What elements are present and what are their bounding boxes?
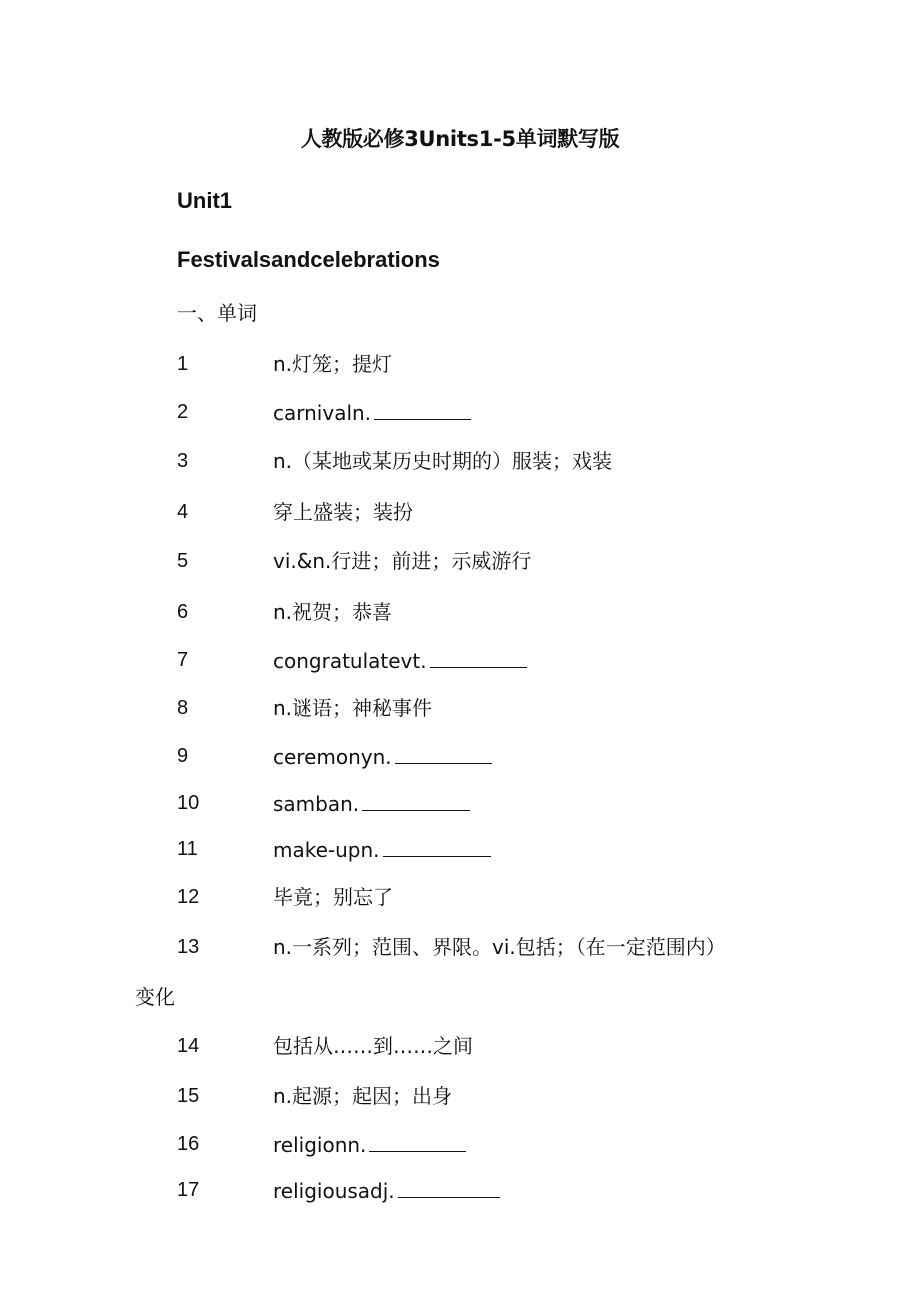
vocab-item-definition: make-upn.	[273, 838, 380, 862]
vocab-item-number: 6	[177, 601, 189, 623]
vocab-item-text	[273, 1175, 500, 1206]
vocab-item-definition: religionn.	[273, 1133, 367, 1157]
item-13-continuation: 变化	[135, 985, 175, 1009]
vocab-item	[0, 397, 920, 427]
vocab-item-definition: ceremonyn.	[273, 745, 392, 769]
vocab-item-number: 3	[177, 450, 189, 472]
vocab-item	[0, 882, 920, 912]
answer-blank-line	[369, 1129, 466, 1152]
vocab-item-definition: religiousadj.	[273, 1179, 395, 1203]
vocab-item	[0, 446, 920, 476]
document-title: 人教版必修3Units1-5单词默写版	[300, 127, 620, 151]
vocab-item-text	[273, 1081, 452, 1111]
vocab-item	[0, 349, 920, 379]
vocab-item	[0, 932, 920, 962]
section-heading: 一、单词	[177, 301, 257, 325]
vocab-item	[0, 788, 920, 818]
vocab-item-definition: 包括从……到……之间	[273, 1034, 473, 1058]
vocab-item-definition: n.谜语；神秘事件	[273, 696, 433, 720]
answer-blank-line	[398, 1175, 500, 1198]
vocab-item-number: 14	[177, 1035, 200, 1057]
vocab-item-text	[273, 497, 413, 527]
vocab-item-number: 1	[177, 353, 189, 375]
vocab-item-number: 10	[177, 792, 200, 814]
vocab-item-number: 5	[177, 550, 189, 572]
vocab-item-definition: 穿上盛装；装扮	[273, 500, 413, 524]
vocab-item-definition: n.（某地或某历史时期的）服装；戏装	[273, 449, 613, 473]
answer-blank-line	[362, 788, 470, 811]
vocab-item-definition: congratulatevt.	[273, 649, 427, 673]
vocab-item-definition: 毕竟；别忘了	[273, 885, 393, 909]
vocab-item	[0, 497, 920, 527]
vocab-item-text	[273, 446, 612, 476]
vocab-item-definition: n.祝贺；恭喜	[273, 600, 393, 624]
vocab-item-number: 12	[177, 886, 200, 908]
vocab-item-text	[273, 693, 432, 723]
vocab-item	[0, 741, 920, 771]
vocab-item-number: 8	[177, 697, 189, 719]
vocab-item	[0, 693, 920, 723]
vocab-item-definition: carnivaln.	[273, 401, 372, 425]
vocab-item-text	[273, 882, 393, 912]
vocab-item	[0, 834, 920, 864]
vocab-item	[0, 1081, 920, 1111]
vocab-item	[0, 1175, 920, 1205]
vocab-item-definition: samban.	[273, 792, 360, 816]
vocab-item-text	[273, 597, 392, 627]
vocab-item	[0, 645, 920, 675]
vocab-item-number: 2	[177, 401, 189, 423]
answer-blank-line	[374, 397, 471, 420]
vocab-item-definition: n.一系列；范围、界限。vi.包括；（在一定范围内）	[273, 935, 726, 959]
vocab-item-text	[273, 546, 531, 576]
unit-title: Festivalsandcelebrations	[177, 247, 440, 272]
vocab-item-text	[273, 1129, 466, 1160]
vocab-item	[0, 1031, 920, 1061]
answer-blank-line	[383, 834, 491, 857]
vocab-item-definition: n.灯笼；提灯	[273, 352, 393, 376]
vocab-item-text	[273, 1031, 473, 1061]
vocab-item-number: 11	[177, 838, 198, 860]
vocab-item-text	[273, 645, 527, 676]
vocab-item-text	[273, 788, 470, 819]
vocab-item	[0, 1129, 920, 1159]
vocab-item-text	[273, 349, 392, 379]
vocab-item-text	[273, 397, 471, 428]
vocab-item-number: 9	[177, 745, 189, 767]
vocab-item-number: 16	[177, 1133, 200, 1155]
vocab-item-number: 13	[177, 936, 200, 958]
vocab-item-definition: vi.&n.行进；前进；示威游行	[273, 549, 532, 573]
vocab-item-text	[273, 834, 491, 865]
vocab-item-text	[273, 741, 492, 772]
vocab-item-number: 17	[177, 1179, 200, 1201]
answer-blank-line	[395, 741, 492, 764]
vocab-item	[0, 546, 920, 576]
vocab-item-number: 15	[177, 1085, 200, 1107]
vocab-item-number: 7	[177, 649, 189, 671]
vocab-item-definition: n.起源；起因；出身	[273, 1084, 453, 1108]
vocab-item-number: 4	[177, 501, 189, 523]
unit-heading: Unit1	[177, 188, 232, 213]
answer-blank-line	[430, 645, 527, 668]
vocab-item-text	[273, 932, 726, 962]
vocab-item	[0, 597, 920, 627]
